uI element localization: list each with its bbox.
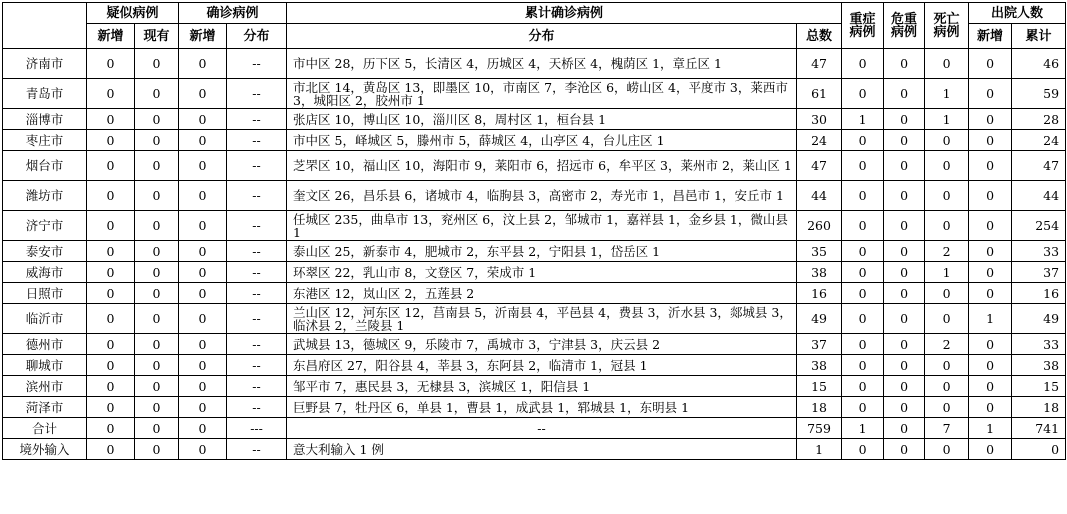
confirmed-new: 0 [179,355,227,376]
severe-count: 0 [842,181,884,211]
cumulative-distribution: 意大利输入 1 例 [287,439,797,460]
critical-count: 0 [884,79,925,109]
header-deaths [925,3,969,49]
deaths-count: 0 [925,355,969,376]
suspected-new: 0 [87,130,135,151]
city: 合计 [3,418,87,439]
suspected-current: 0 [135,376,179,397]
confirmed-distribution: -- [227,151,287,181]
confirmed-new: 0 [179,211,227,241]
city: 枣庄市 [3,130,87,151]
deaths-count: 0 [925,439,969,460]
header-confirmed: 确诊病例 [179,3,287,24]
city: 聊城市 [3,355,87,376]
suspected-new: 0 [87,334,135,355]
city: 烟台市 [3,151,87,181]
confirmed-distribution: -- [227,241,287,262]
cumulative-total: 1 [797,439,842,460]
cumulative-distribution: 泰山区 25，新泰市 4，肥城市 2，东平县 2，宁阳县 1，岱岳区 1 [287,241,797,262]
discharged-cumulative: 44 [1012,181,1066,211]
header-confirmed-new: 新增 [179,24,227,49]
city: 日照市 [3,283,87,304]
confirmed-new: 0 [179,109,227,130]
city: 潍坊市 [3,181,87,211]
discharged-cumulative: 59 [1012,79,1066,109]
critical-count: 0 [884,376,925,397]
confirmed-new: 0 [179,439,227,460]
confirmed-distribution: -- [227,262,287,283]
discharged-new: 0 [969,211,1012,241]
discharged-new: 1 [969,304,1012,334]
header-cumulative-distribution: 分布 [287,24,797,49]
discharged-new: 0 [969,49,1012,79]
cumulative-total: 47 [797,151,842,181]
confirmed-new: 0 [179,283,227,304]
critical-count: 0 [884,151,925,181]
foreign-input-row [3,439,1066,460]
severe-count: 0 [842,130,884,151]
cumulative-total: 16 [797,283,842,304]
deaths-count: 1 [925,262,969,283]
header-suspected: 疑似病例 [87,3,179,24]
discharged-new: 0 [969,130,1012,151]
table-row [3,151,1066,181]
h-deaths-line1: 死亡 [933,11,960,27]
cumulative-total: 47 [797,49,842,79]
confirmed-new: 0 [179,241,227,262]
discharged-cumulative: 0 [1012,439,1066,460]
cumulative-total: 44 [797,181,842,211]
deaths-count: 0 [925,376,969,397]
cumulative-distribution: 兰山区 12，河东区 12，莒南县 5，沂南县 4，平邑县 4，费县 3，沂水县 3，郯城县 3，临沭县 2，兰陵县 1 [287,304,797,334]
h-severe-line2: 病例 [849,24,876,40]
deaths-count: 1 [925,79,969,109]
suspected-new: 0 [87,211,135,241]
discharged-new: 0 [969,397,1012,418]
deaths-count: 0 [925,283,969,304]
discharged-new: 0 [969,376,1012,397]
severe-count: 0 [842,355,884,376]
suspected-current: 0 [135,304,179,334]
confirmed-distribution: -- [227,304,287,334]
header-discharged-cumulative: 累计 [1012,24,1066,49]
city: 境外输入 [3,439,87,460]
city: 济南市 [3,49,87,79]
cumulative-total: 37 [797,334,842,355]
suspected-current: 0 [135,355,179,376]
cumulative-total: 49 [797,304,842,334]
table-row [3,79,1066,109]
severe-count: 0 [842,304,884,334]
suspected-current: 0 [135,79,179,109]
city: 德州市 [3,334,87,355]
header-cumulative-total: 总数 [797,24,842,49]
discharged-new: 1 [969,418,1012,439]
confirmed-distribution: -- [227,79,287,109]
deaths-count: 0 [925,211,969,241]
cumulative-total: 260 [797,211,842,241]
table-row [3,109,1066,130]
suspected-current: 0 [135,181,179,211]
critical-count: 0 [884,334,925,355]
discharged-new: 0 [969,439,1012,460]
header-discharged: 出院人数 [969,3,1066,24]
discharged-cumulative: 16 [1012,283,1066,304]
severe-count: 0 [842,397,884,418]
suspected-current: 0 [135,130,179,151]
cumulative-total: 61 [797,79,842,109]
cumulative-distribution: 东昌府区 27，阳谷县 4，莘县 3，东阿县 2，临清市 1，冠县 1 [287,355,797,376]
header-row-top [3,3,1066,24]
discharged-new: 0 [969,262,1012,283]
city: 济宁市 [3,211,87,241]
table-row [3,211,1066,241]
discharged-cumulative: 33 [1012,334,1066,355]
confirmed-new: 0 [179,49,227,79]
cumulative-distribution: 武城县 13，德城区 9，乐陵市 7，禹城市 3，宁津县 3，庆云县 2 [287,334,797,355]
deaths-count: 0 [925,304,969,334]
severe-count: 0 [842,283,884,304]
deaths-count: 2 [925,241,969,262]
table-row [3,376,1066,397]
header-confirmed-distribution: 分布 [227,24,287,49]
suspected-new: 0 [87,49,135,79]
discharged-cumulative: 254 [1012,211,1066,241]
discharged-cumulative: 46 [1012,49,1066,79]
header-critical-text [891,12,917,40]
discharged-new: 0 [969,181,1012,211]
confirmed-new: 0 [179,334,227,355]
suspected-new: 0 [87,418,135,439]
deaths-count: 1 [925,109,969,130]
suspected-current: 0 [135,418,179,439]
discharged-new: 0 [969,109,1012,130]
suspected-new: 0 [87,376,135,397]
city: 淄博市 [3,109,87,130]
totals-row [3,418,1066,439]
discharged-new: 0 [969,151,1012,181]
suspected-new: 0 [87,439,135,460]
table-row [3,283,1066,304]
deaths-count: 0 [925,397,969,418]
deaths-count: 0 [925,151,969,181]
h-severe-line1: 重症 [849,11,876,27]
suspected-current: 0 [135,109,179,130]
cumulative-distribution: 巨野县 7，牡丹区 6，单县 1，曹县 1，成武县 1，郓城县 1，东明县 1 [287,397,797,418]
header-severe [842,3,884,49]
cumulative-total: 18 [797,397,842,418]
cumulative-total: 759 [797,418,842,439]
discharged-cumulative: 741 [1012,418,1066,439]
severe-count: 0 [842,376,884,397]
h-critical-line1: 危重 [891,11,918,27]
discharged-cumulative: 37 [1012,262,1066,283]
discharged-new: 0 [969,334,1012,355]
cumulative-distribution: 任城区 235，曲阜市 13，兖州区 6，汶上县 2，邹城市 1，嘉祥县 1，金乡县 1，微山县 1 [287,211,797,241]
header-deaths-text [934,12,960,40]
discharged-cumulative: 18 [1012,397,1066,418]
confirmed-new: 0 [179,130,227,151]
suspected-current: 0 [135,262,179,283]
table-row [3,334,1066,355]
cumulative-distribution: 市中区 28，历下区 5，长清区 4，历城区 4，天桥区 4，槐荫区 1，章丘区 1 [287,49,797,79]
confirmed-distribution: -- [227,439,287,460]
severe-count: 1 [842,418,884,439]
severe-count: 0 [842,211,884,241]
severe-count: 0 [842,241,884,262]
confirmed-new: 0 [179,151,227,181]
cumulative-distribution: 奎文区 26，昌乐县 6，诸城市 4，临朐县 3，高密市 2，寿光市 1，昌邑市 1，安丘市 1 [287,181,797,211]
confirmed-new: 0 [179,376,227,397]
critical-count: 0 [884,283,925,304]
discharged-new: 0 [969,283,1012,304]
deaths-count: 0 [925,49,969,79]
header-city-corner [3,3,87,49]
city: 滨州市 [3,376,87,397]
critical-count: 0 [884,109,925,130]
critical-count: 0 [884,262,925,283]
covid-statistics-table [2,2,1066,460]
header-severe-text [850,12,876,40]
confirmed-distribution: -- [227,334,287,355]
h-deaths-line2: 病例 [933,24,960,40]
confirmed-new: 0 [179,304,227,334]
suspected-new: 0 [87,304,135,334]
suspected-new: 0 [87,151,135,181]
table-row [3,49,1066,79]
suspected-current: 0 [135,151,179,181]
severe-count: 0 [842,439,884,460]
critical-count: 0 [884,397,925,418]
header-critical [884,3,925,49]
header-discharged-new: 新增 [969,24,1012,49]
deaths-count: 2 [925,334,969,355]
critical-count: 0 [884,304,925,334]
suspected-current: 0 [135,439,179,460]
deaths-count: 7 [925,418,969,439]
city: 青岛市 [3,79,87,109]
cumulative-distribution: 张店区 10，博山区 10，淄川区 8，周村区 1，桓台县 1 [287,109,797,130]
suspected-current: 0 [135,241,179,262]
city: 菏泽市 [3,397,87,418]
confirmed-distribution: -- [227,49,287,79]
deaths-count: 0 [925,181,969,211]
cumulative-total: 24 [797,130,842,151]
cumulative-total: 35 [797,241,842,262]
cumulative-total: 15 [797,376,842,397]
suspected-new: 0 [87,397,135,418]
confirmed-distribution: -- [227,130,287,151]
confirmed-distribution: -- [227,376,287,397]
suspected-new: 0 [87,283,135,304]
confirmed-new: 0 [179,262,227,283]
cumulative-distribution: 东港区 12，岚山区 2，五莲县 2 [287,283,797,304]
suspected-new: 0 [87,355,135,376]
table-body [3,3,1066,460]
header-suspected-new: 新增 [87,24,135,49]
suspected-current: 0 [135,334,179,355]
city: 威海市 [3,262,87,283]
discharged-cumulative: 28 [1012,109,1066,130]
h-critical-line2: 病例 [891,24,918,40]
cumulative-distribution: 邹平市 7，惠民县 3，无棣县 3，滨城区 1，阳信县 1 [287,376,797,397]
critical-count: 0 [884,49,925,79]
critical-count: 0 [884,130,925,151]
critical-count: 0 [884,355,925,376]
suspected-new: 0 [87,262,135,283]
cumulative-total: 30 [797,109,842,130]
table-row [3,397,1066,418]
discharged-cumulative: 24 [1012,130,1066,151]
cumulative-distribution: 环翠区 22，乳山市 8，文登区 7，荣成市 1 [287,262,797,283]
cumulative-total: 38 [797,355,842,376]
cumulative-total: 38 [797,262,842,283]
cumulative-distribution: 市中区 5，峄城区 5，滕州市 5，薛城区 4，山亭区 4，台儿庄区 1 [287,130,797,151]
confirmed-new: 0 [179,181,227,211]
table-row [3,241,1066,262]
header-suspected-current: 现有 [135,24,179,49]
confirmed-distribution: --- [227,418,287,439]
severe-count: 0 [842,262,884,283]
deaths-count: 0 [925,130,969,151]
suspected-new: 0 [87,181,135,211]
critical-count: 0 [884,439,925,460]
confirmed-new: 0 [179,418,227,439]
confirmed-distribution: -- [227,211,287,241]
table-row [3,181,1066,211]
discharged-new: 0 [969,241,1012,262]
header-cumulative: 累计确诊病例 [287,3,842,24]
table-row [3,262,1066,283]
critical-count: 0 [884,241,925,262]
severe-count: 0 [842,49,884,79]
confirmed-distribution: -- [227,109,287,130]
cumulative-distribution: -- [287,418,797,439]
suspected-new: 0 [87,109,135,130]
city: 泰安市 [3,241,87,262]
suspected-new: 0 [87,241,135,262]
confirmed-distribution: -- [227,397,287,418]
discharged-cumulative: 15 [1012,376,1066,397]
table-row [3,304,1066,334]
severe-count: 0 [842,334,884,355]
confirmed-new: 0 [179,79,227,109]
cumulative-distribution: 市北区 14，黄岛区 13，即墨区 10，市南区 7，李沧区 6，崂山区 4，平度市 3，莱西市 3，城阳区 2，胶州市 1 [287,79,797,109]
discharged-cumulative: 49 [1012,304,1066,334]
severe-count: 0 [842,151,884,181]
table-row [3,355,1066,376]
critical-count: 0 [884,418,925,439]
suspected-current: 0 [135,211,179,241]
suspected-current: 0 [135,283,179,304]
critical-count: 0 [884,181,925,211]
confirmed-distribution: -- [227,181,287,211]
confirmed-distribution: -- [227,355,287,376]
severe-count: 1 [842,109,884,130]
confirmed-new: 0 [179,397,227,418]
cumulative-distribution: 芝罘区 10，福山区 10，海阳市 9，莱阳市 6，招远市 6，牟平区 3，莱州市 2，莱山区 1 [287,151,797,181]
suspected-new: 0 [87,79,135,109]
discharged-new: 0 [969,79,1012,109]
city: 临沂市 [3,304,87,334]
confirmed-distribution: -- [227,283,287,304]
discharged-new: 0 [969,355,1012,376]
table-row [3,130,1066,151]
discharged-cumulative: 47 [1012,151,1066,181]
discharged-cumulative: 33 [1012,241,1066,262]
discharged-cumulative: 38 [1012,355,1066,376]
severe-count: 0 [842,79,884,109]
suspected-current: 0 [135,49,179,79]
critical-count: 0 [884,211,925,241]
suspected-current: 0 [135,397,179,418]
